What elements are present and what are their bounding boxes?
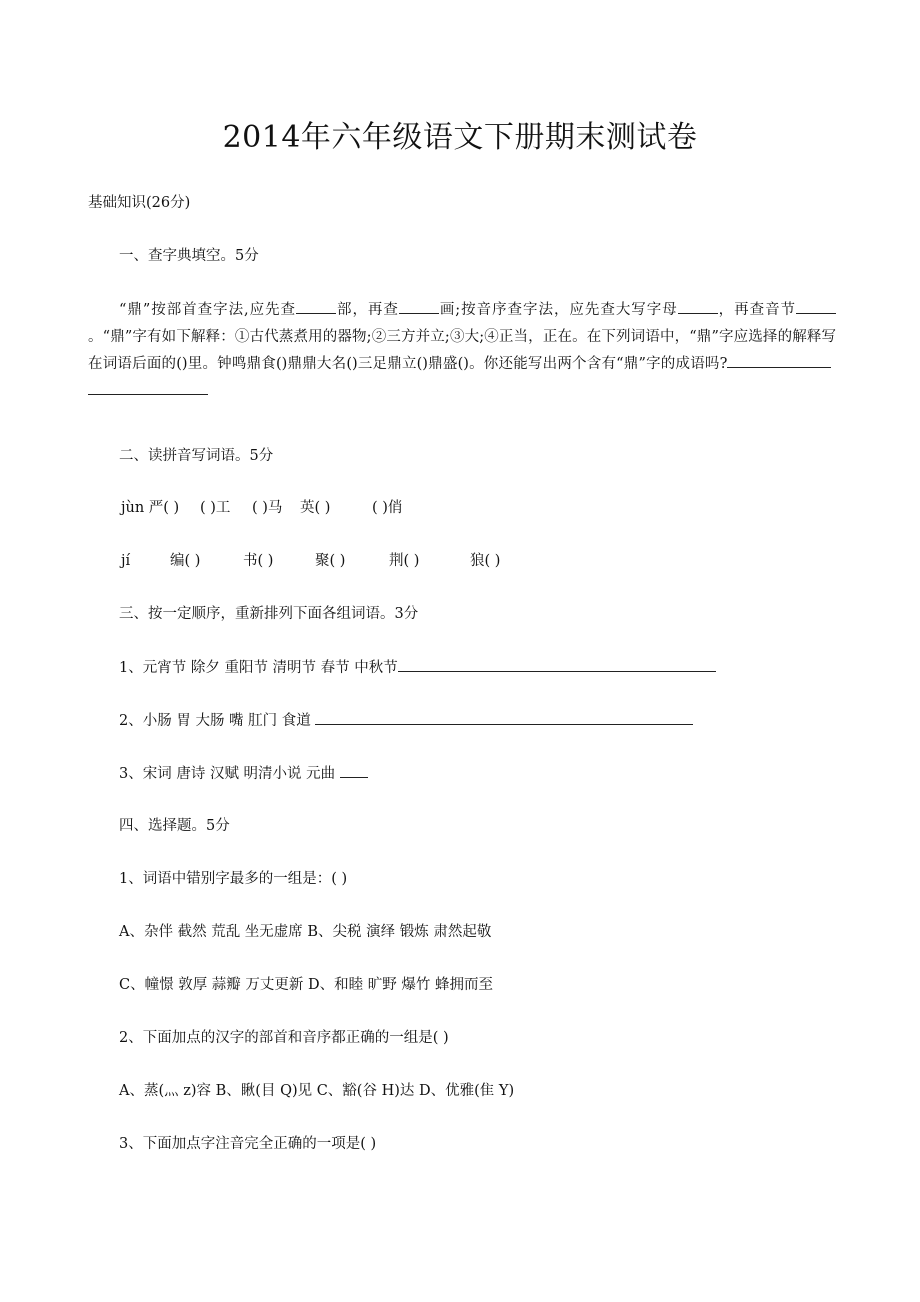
pinyin-item: ( )工 [200, 500, 231, 516]
q3-item-3 [119, 763, 368, 784]
answer-blank[interactable] [727, 353, 831, 368]
q3-item-2 [119, 710, 693, 731]
question-3-heading: 三、按一定顺序，重新排列下面各组词语。3分 [119, 606, 419, 622]
q3-item-2-text: 2、小肠 胃 大肠 嘴 肛门 食道 [119, 713, 311, 729]
pinyin-item: 编( ) [170, 553, 201, 569]
pinyin-item: ( )俏 [372, 500, 403, 516]
answer-blank[interactable] [399, 299, 439, 314]
pinyin-item: 荆( ) [389, 553, 420, 569]
answer-blank[interactable] [398, 657, 716, 672]
q1-text-3: 画;按音序查字法，应先查大写字母 [438, 302, 678, 318]
q4-sub-1-options-cd: C、幢憬 敦厚 蒜瓣 万丈更新 D、和睦 旷野 爆竹 蜂拥而至 [119, 977, 493, 993]
answer-blank[interactable] [678, 299, 718, 314]
question-2-heading: 二、读拼音写词语。5分 [119, 448, 274, 464]
q1-text-2: 部，再查 [336, 302, 399, 318]
q1-text-1: “鼎”按部首查字法,应先查 [119, 302, 297, 318]
q1-text-4: ，再查音节 [717, 302, 797, 318]
q3-item-1-text: 1、元宵节 除夕 重阳节 清明节 春节 中秋节 [119, 660, 398, 676]
answer-blank[interactable] [315, 710, 693, 725]
pinyin-item: jùn 严( ) [121, 500, 180, 516]
answer-blank[interactable] [88, 380, 208, 395]
answer-blank[interactable] [296, 299, 336, 314]
q4-sub-2: 2、下面加点的汉字的部首和音序都正确的一组是( ) [119, 1030, 449, 1046]
pinyin-item: ( )马 [252, 500, 283, 516]
answer-blank[interactable] [796, 299, 836, 314]
answer-blank[interactable] [340, 763, 368, 778]
q1-text-5: 。“鼎”字有如下解释：①古代蒸煮用的器物;②三方并立;③大;④正当，正在。在下列词语中，“鼎”字应选择的解释写在词语后面的()里。钟鸣鼎食()鼎鼎大名()三足鼎立()鼎盛()。你还能写出两个含有“鼎”字的成语吗? [88, 329, 836, 372]
question-1-heading: 一、查字典填空。5分 [119, 248, 259, 264]
q3-item-1 [119, 657, 716, 678]
pinyin-item: 英( ) [300, 500, 331, 516]
q4-sub-1-options-ab: A、杂伴 截然 荒乱 坐无虚席 B、尖税 演绎 锻炼 肃然起敬 [119, 924, 492, 940]
pinyin-row-2 [0, 551, 920, 571]
q4-sub-2-options: A、蒸(灬 z)容 B、瞅(目 Q)见 C、豁(谷 H)达 D、优雅(隹 Y) [119, 1083, 515, 1099]
pinyin-item: 狼( ) [470, 553, 501, 569]
pinyin-item: jí [121, 553, 131, 569]
pinyin-item: 书( ) [243, 553, 274, 569]
pinyin-item: 聚( ) [315, 553, 346, 569]
section-heading-basic: 基础知识(26分) [88, 195, 191, 211]
q3-item-3-text: 3、宋词 唐诗 汉赋 明清小说 元曲 [119, 766, 336, 782]
q4-sub-1: 1、词语中错别字最多的一组是：( ) [119, 871, 348, 887]
question-1-paragraph [88, 297, 836, 405]
question-4-heading: 四、选择题。5分 [119, 818, 230, 834]
page-title: 2014年六年级语文下册期末测试卷 [222, 120, 698, 155]
pinyin-row-1 [0, 498, 920, 518]
q4-sub-3: 3、下面加点字注音完全正确的一项是( ) [119, 1136, 377, 1152]
